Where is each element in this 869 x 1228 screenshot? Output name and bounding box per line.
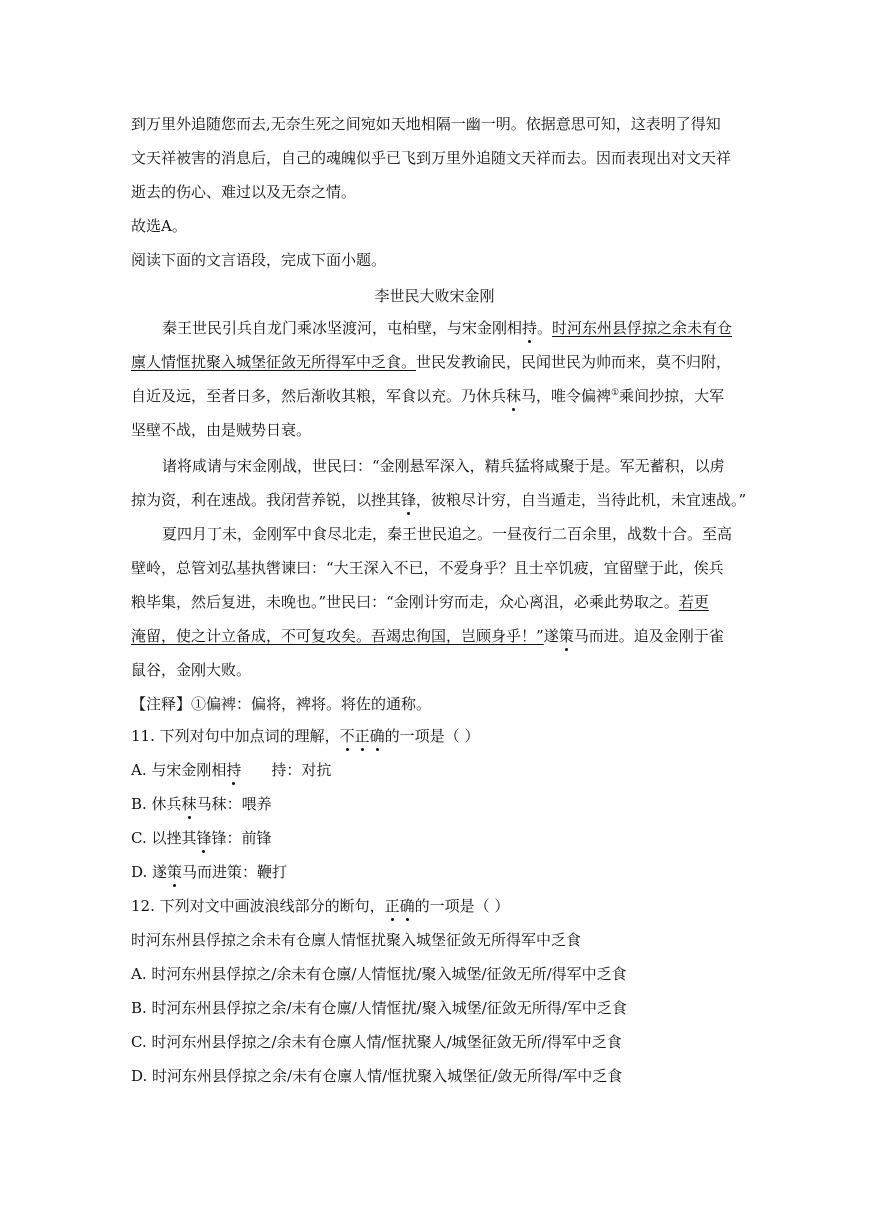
question-11-option-c[interactable] bbox=[131, 828, 272, 848]
text-span: 遂 bbox=[543, 627, 559, 645]
passage-p3-line-1: 夏四月丁未，金刚军中食尽北走，秦王世民追之。一昼夜行二百余里，战数十合。至高 bbox=[162, 525, 733, 543]
dotted-char: 秣 bbox=[181, 795, 197, 813]
underlined-text: 若更 bbox=[678, 593, 709, 611]
dotted-char: 正 bbox=[384, 897, 400, 915]
text-span: 乘间抄掠，大军 bbox=[619, 387, 725, 405]
text-span: 11. 下列对句中加点词的理解， bbox=[131, 727, 340, 745]
footnote-marker: ① bbox=[611, 388, 620, 398]
text-span: 粮毕集，然后复进，未晚也。”世民曰：“金刚计穷而走，众心离沮，必乘此势取之。 bbox=[131, 593, 679, 611]
text-span: 持：对抗 bbox=[271, 761, 332, 779]
passage-p3-line-3 bbox=[131, 592, 709, 612]
passage-p3-line-2: 壁岭，总管刘弘基执辔谏曰：“大王深入不已，不爱身乎？且士卒饥疲，宜留壁于此，俟兵 bbox=[131, 559, 724, 577]
question-12-option-a[interactable]: A. 时河东州县俘掠之/余未有仓廪/人情恇扰/聚入城堡/征敛无所/得军中乏食 bbox=[131, 965, 627, 983]
passage-p1-line-1 bbox=[162, 318, 732, 338]
explanation-line-1: 到万里外追随您而去,无奈生死之间宛如天地相隔一幽一明。依据意思可知，这表明了得知 bbox=[131, 115, 721, 133]
dotted-char: 持 bbox=[522, 319, 538, 337]
text-span: 锋：前锋 bbox=[211, 829, 272, 847]
dotted-char: 锋 bbox=[196, 829, 212, 847]
question-12-option-d[interactable]: D. 时河东州县俘掠之余/未有仓廪人情/恇扰聚入城堡征/敛无所得/军中乏食 bbox=[131, 1067, 623, 1085]
dotted-char: 秣 bbox=[506, 387, 522, 405]
text-span: 马而进策：鞭打 bbox=[182, 863, 288, 881]
passage-p1-line-3 bbox=[131, 386, 724, 406]
wavy-underlined-text: 时河东州县俘掠之余未有仓 bbox=[552, 319, 733, 337]
dotted-char: 确 bbox=[399, 897, 415, 915]
text-span: 12. 下列对文中画波浪线部分的断句， bbox=[131, 897, 385, 915]
passage-p3-line-4 bbox=[131, 626, 724, 646]
question-12-option-b[interactable]: B. 时河东州县俘掠之余/未有仓廪/人情恇扰/聚入城堡/征敛无所得/军中乏食 bbox=[131, 999, 627, 1017]
text-span: B. 休兵 bbox=[131, 795, 182, 813]
question-11-stem bbox=[131, 726, 479, 746]
dotted-char: 策 bbox=[558, 627, 574, 645]
question-12-option-c[interactable]: C. 时河东州县俘掠之/余未有仓廪人情/恇扰聚人/城堡征敛无所/得军中乏食 bbox=[131, 1033, 622, 1051]
text-span: D. 遂 bbox=[131, 863, 168, 881]
passage-p1-line-2 bbox=[131, 352, 731, 372]
question-12-sentence: 时河东州县俘掠之余未有仓廪人情恇扰聚入城堡征敛无所得军中乏食 bbox=[131, 931, 582, 949]
question-11-option-b[interactable] bbox=[131, 794, 272, 814]
passage-p1-line-4: 坚壁不战，由是贼势日衰。 bbox=[131, 421, 312, 439]
underlined-text: 淹留，使之计立备成，不可复攻矣。吾竭忠徇国，岂顾身乎！” bbox=[131, 627, 544, 645]
text-span: 世民发教谕民，民闻世民为帅而来，莫不归附， bbox=[416, 353, 732, 371]
explanation-line-2: 文天祥被害的消息后，自己的魂魄似乎已飞到万里外追随文天祥而去。因而表现出对文天祥 bbox=[131, 149, 732, 167]
text-span: 马，唯令偏裨 bbox=[521, 387, 612, 405]
text-span: 掠为资，利在速战。我闭营养锐，以挫其 bbox=[131, 491, 402, 509]
reading-instruction: 阅读下面的文言语段，完成下面小题。 bbox=[131, 251, 387, 269]
answer-conclusion: 故选A。 bbox=[131, 217, 187, 235]
text-span: 马秣：喂养 bbox=[196, 795, 272, 813]
dotted-char: 确 bbox=[369, 727, 385, 745]
text-span: 马而进。追及金刚于雀 bbox=[573, 627, 724, 645]
explanation-line-3: 逝去的伤心、难过以及无奈之情。 bbox=[131, 183, 357, 201]
dotted-char: 正 bbox=[354, 727, 370, 745]
dotted-char: 持 bbox=[226, 761, 242, 779]
dotted-char: 不 bbox=[339, 727, 355, 745]
question-11-option-a[interactable] bbox=[131, 760, 331, 780]
text-span: 的一项是（ ） bbox=[384, 727, 480, 745]
text-span: 自近及远，至者日多，然后渐收其粮，军食以充。乃休兵 bbox=[131, 387, 507, 405]
dotted-char: 策 bbox=[167, 863, 183, 881]
passage-title: 李世民大败宋金刚 bbox=[374, 287, 495, 305]
question-11-option-d[interactable] bbox=[131, 862, 287, 882]
text-span: 秦王世民引兵自龙门乘冰坚渡河，屯柏壁，与宋金刚相 bbox=[162, 319, 523, 337]
passage-p2-line-1: 诸将咸请与宋金刚战，世民曰：“金刚悬军深入，精兵猛将咸聚于是。军无蓄积，以虏 bbox=[162, 457, 725, 475]
text-span: 的一项是（ ） bbox=[414, 897, 510, 915]
text-span: C. 以挫其 bbox=[131, 829, 197, 847]
passage-p2-line-2 bbox=[131, 490, 746, 510]
passage-p3-line-5: 鼠谷，金刚大败。 bbox=[131, 661, 252, 679]
dotted-char: 锋 bbox=[401, 491, 417, 509]
wavy-underlined-text: 廪人情恇扰聚入城堡征敛无所得军中乏食。 bbox=[131, 353, 417, 371]
text-span: ，彼粮尽计穷，自当遁走，当待此机，未宜速战。” bbox=[416, 491, 747, 509]
question-12-stem bbox=[131, 896, 509, 916]
text-span: 。 bbox=[537, 319, 553, 337]
text-span: A. 与宋金刚相 bbox=[131, 761, 227, 779]
annotation-note: 【注释】①偏裨：偏将，裨将。将佐的通称。 bbox=[131, 695, 432, 713]
